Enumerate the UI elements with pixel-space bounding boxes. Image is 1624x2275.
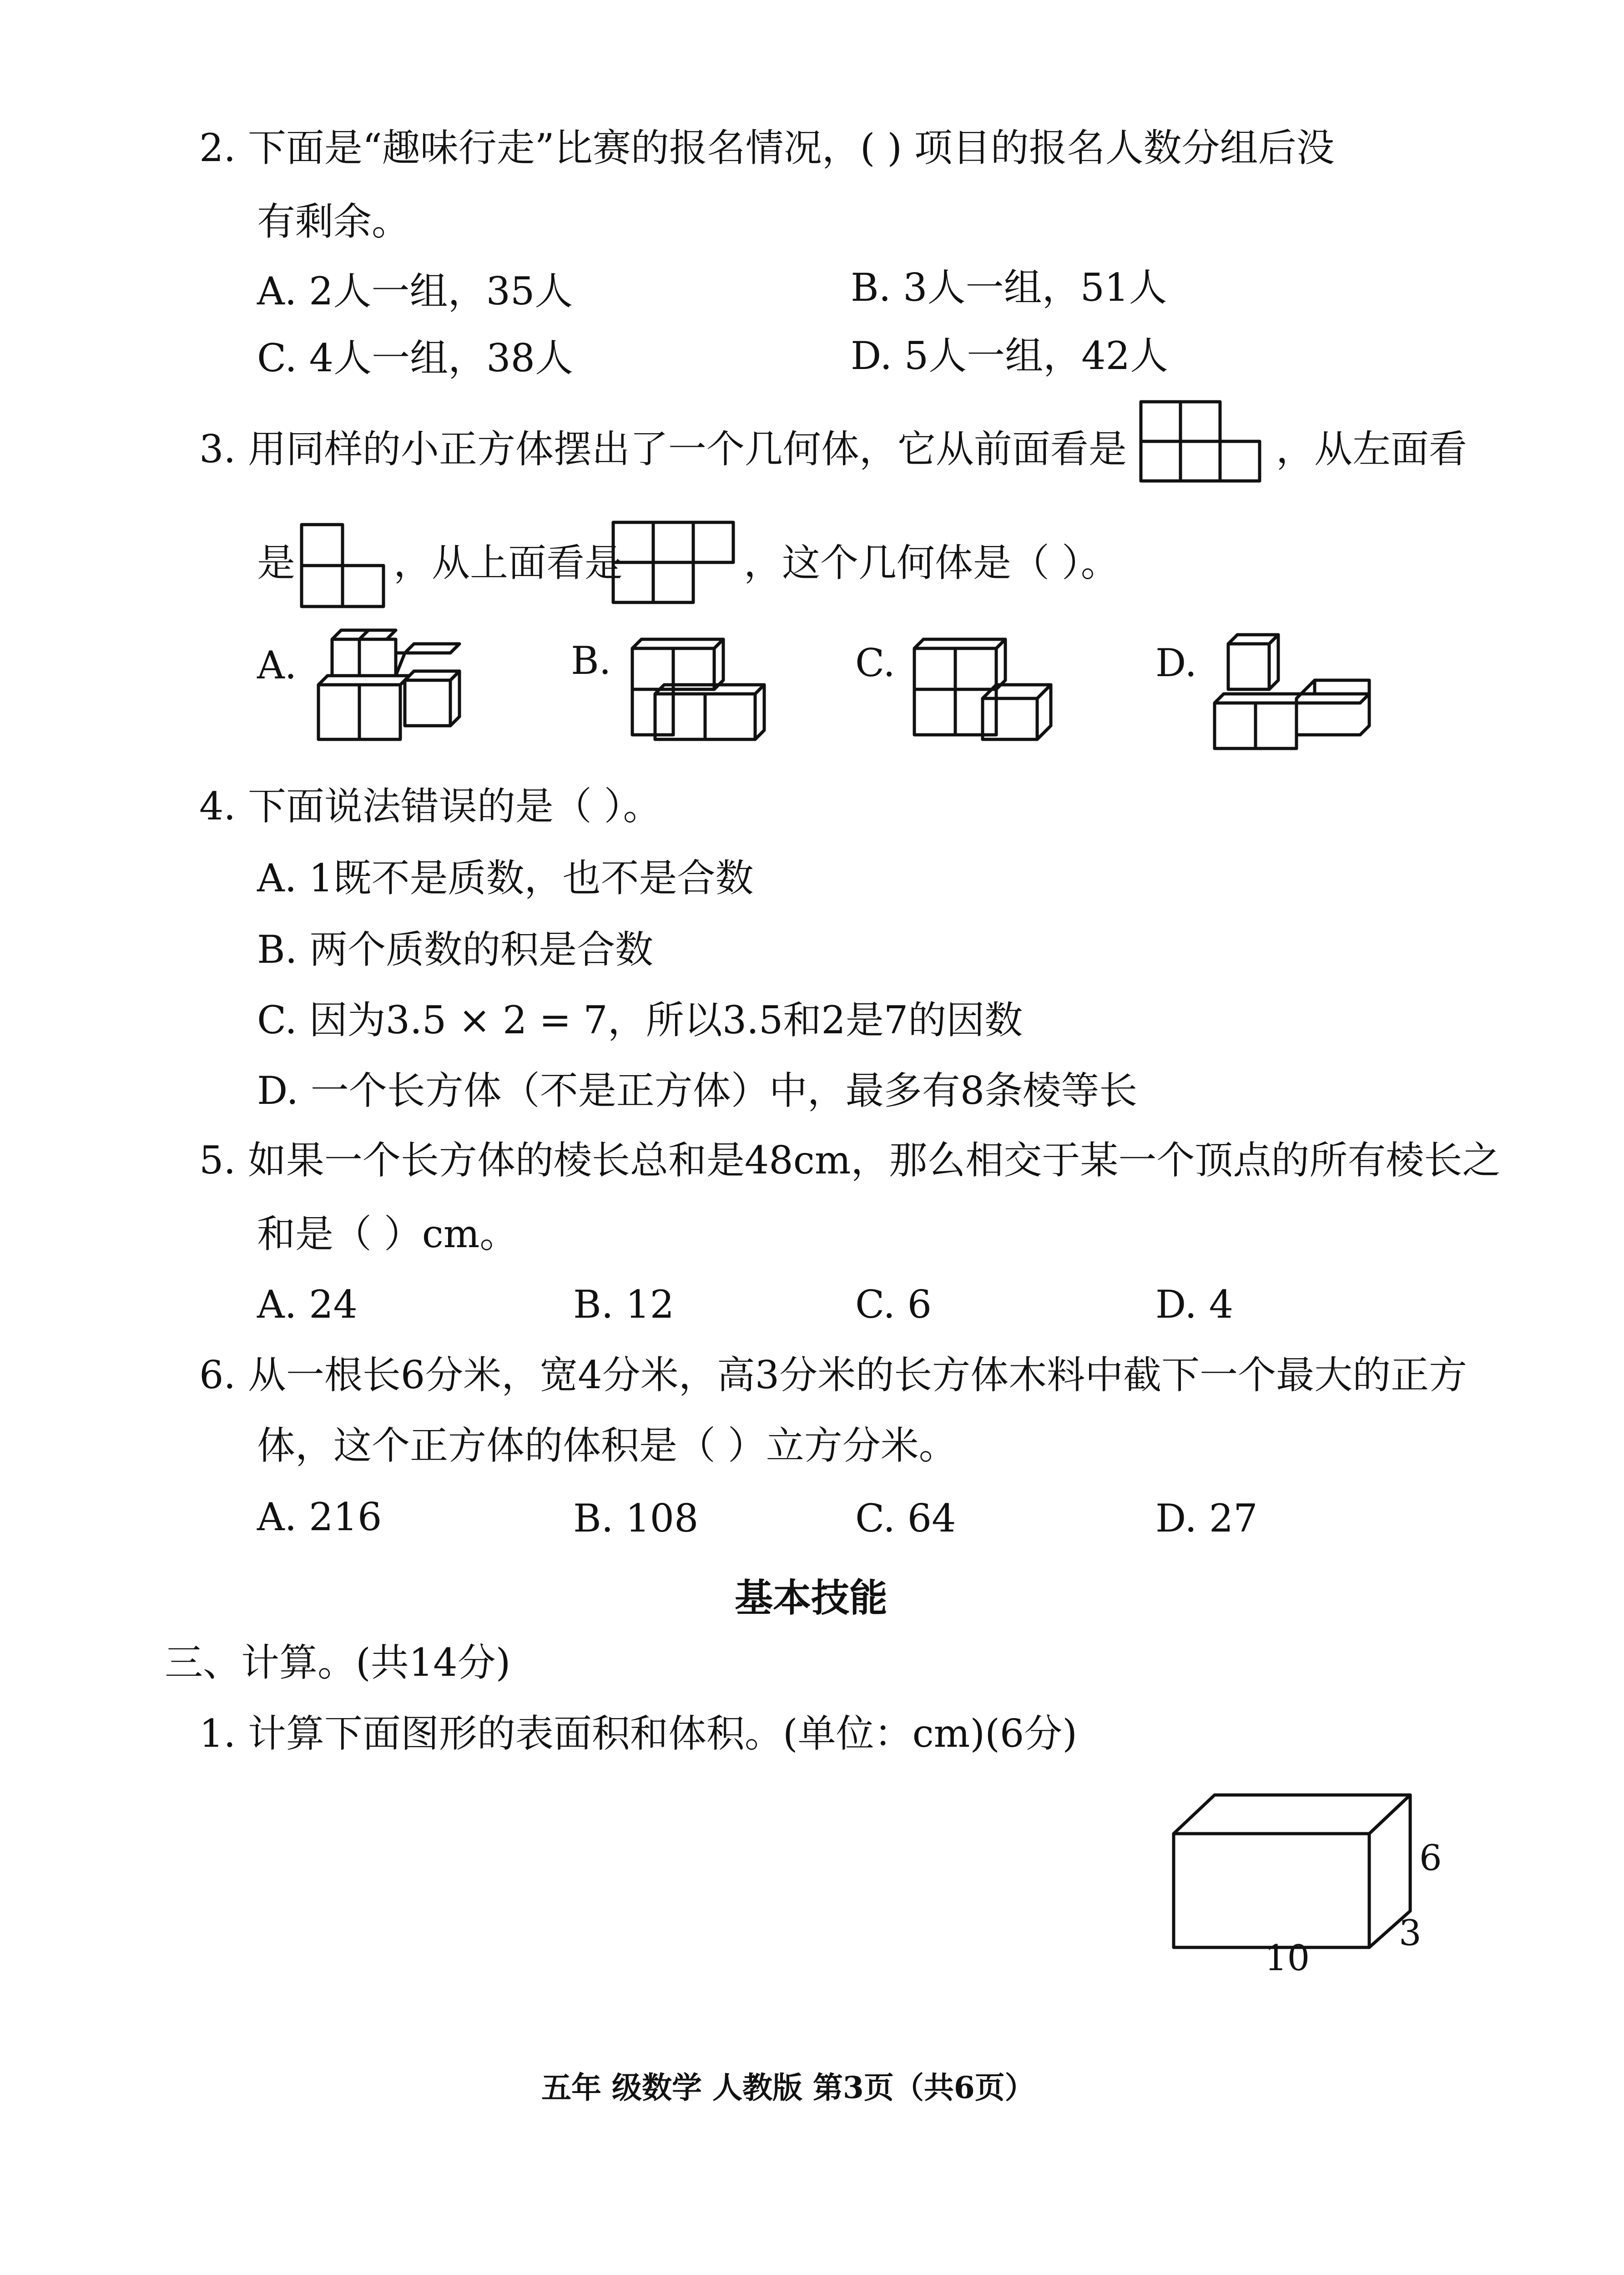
part3-item1: 1. 计算下面图形的表面积和体积。(单位：cm)(6分) bbox=[199, 1711, 1078, 1756]
left-view-figure bbox=[300, 523, 387, 614]
q5-stem-line2: 和是（ ）cm。 bbox=[257, 1212, 518, 1256]
q3-stem-line2a: 是 bbox=[257, 541, 296, 585]
q2-stem-line1: 2. 下面是“趣味行走”比赛的报名情况，( ) 项目的报名人数分组后没 bbox=[199, 126, 1335, 170]
q3-option-c-cubes bbox=[910, 635, 1064, 758]
q3-option-a-label: A. bbox=[257, 643, 297, 688]
dim-height-label: 6 bbox=[1419, 1838, 1442, 1879]
q6-option-d: D. 27 bbox=[1155, 1496, 1258, 1541]
q6-stem-line2: 体，这个正方体的体积是（ ）立方分米。 bbox=[257, 1423, 957, 1468]
q5-stem-line1: 5. 如果一个长方体的棱长总和是48cm，那么相交于某一个顶点的所有棱长之 bbox=[199, 1138, 1501, 1183]
q4-option-c: C. 因为3.5 × 2 = 7，所以3.5和2是7的因数 bbox=[257, 998, 1023, 1042]
dim-length-label: 10 bbox=[1265, 1938, 1310, 1979]
page-footer: 五年 级数学 人教版 第3页（共6页） bbox=[541, 2070, 1035, 2105]
q5-option-c: C. 6 bbox=[855, 1282, 932, 1327]
q2-option-a: A. 2人一组，35人 bbox=[257, 269, 573, 313]
q4-option-b: B. 两个质数的积是合数 bbox=[257, 927, 654, 972]
q3-option-c-label: C. bbox=[855, 641, 895, 685]
q6-option-b: B. 108 bbox=[573, 1496, 699, 1541]
q4-option-a: A. 1既不是质数，也不是合数 bbox=[257, 856, 754, 900]
dim-width-label: 3 bbox=[1399, 1913, 1422, 1954]
q2-stem-line2: 有剩余。 bbox=[257, 199, 410, 244]
top-view-figure bbox=[612, 521, 739, 612]
part3-heading: 三、计算。(共14分) bbox=[165, 1640, 511, 1685]
q4-stem: 4. 下面说法错误的是（ ）。 bbox=[199, 784, 661, 829]
q3-option-b-label: B. bbox=[571, 638, 611, 683]
q5-option-a: A. 24 bbox=[257, 1282, 358, 1327]
q6-stem-line1: 6. 从一根长6分米，宽4分米，高3分米的长方体木料中截下一个最大的正方 bbox=[199, 1353, 1468, 1397]
q6-option-a: A. 216 bbox=[257, 1495, 382, 1539]
q4-option-d: D. 一个长方体（不是正方体）中，最多有8条棱等长 bbox=[257, 1068, 1138, 1113]
q2-option-c: C. 4人一组，38人 bbox=[257, 336, 574, 380]
q6-option-c: C. 64 bbox=[855, 1496, 956, 1541]
q3-stem-line2b: ，从上面看是 bbox=[393, 541, 623, 585]
q3-stem-line1b: ，从左面看 bbox=[1276, 427, 1468, 471]
q5-option-b: B. 12 bbox=[573, 1282, 675, 1327]
q3-stem-line1a: 3. 用同样的小正方体摆出了一个几何体，它从前面看是 bbox=[199, 427, 1127, 471]
q3-option-b-cubes bbox=[628, 635, 782, 758]
q2-option-d: D. 5人一组，42人 bbox=[851, 334, 1169, 378]
q3-option-d-cubes bbox=[1210, 635, 1383, 758]
q2-option-b: B. 3人一组，51人 bbox=[851, 265, 1167, 310]
front-view-figure bbox=[1140, 400, 1262, 491]
q3-stem-line2c: ，这个几何体是（ ）。 bbox=[744, 541, 1119, 585]
q3-option-a-cubes bbox=[314, 635, 487, 758]
section-title: 基本技能 bbox=[735, 1575, 888, 1620]
q3-option-d-label: D. bbox=[1155, 641, 1197, 685]
q5-option-d: D. 4 bbox=[1155, 1282, 1234, 1327]
